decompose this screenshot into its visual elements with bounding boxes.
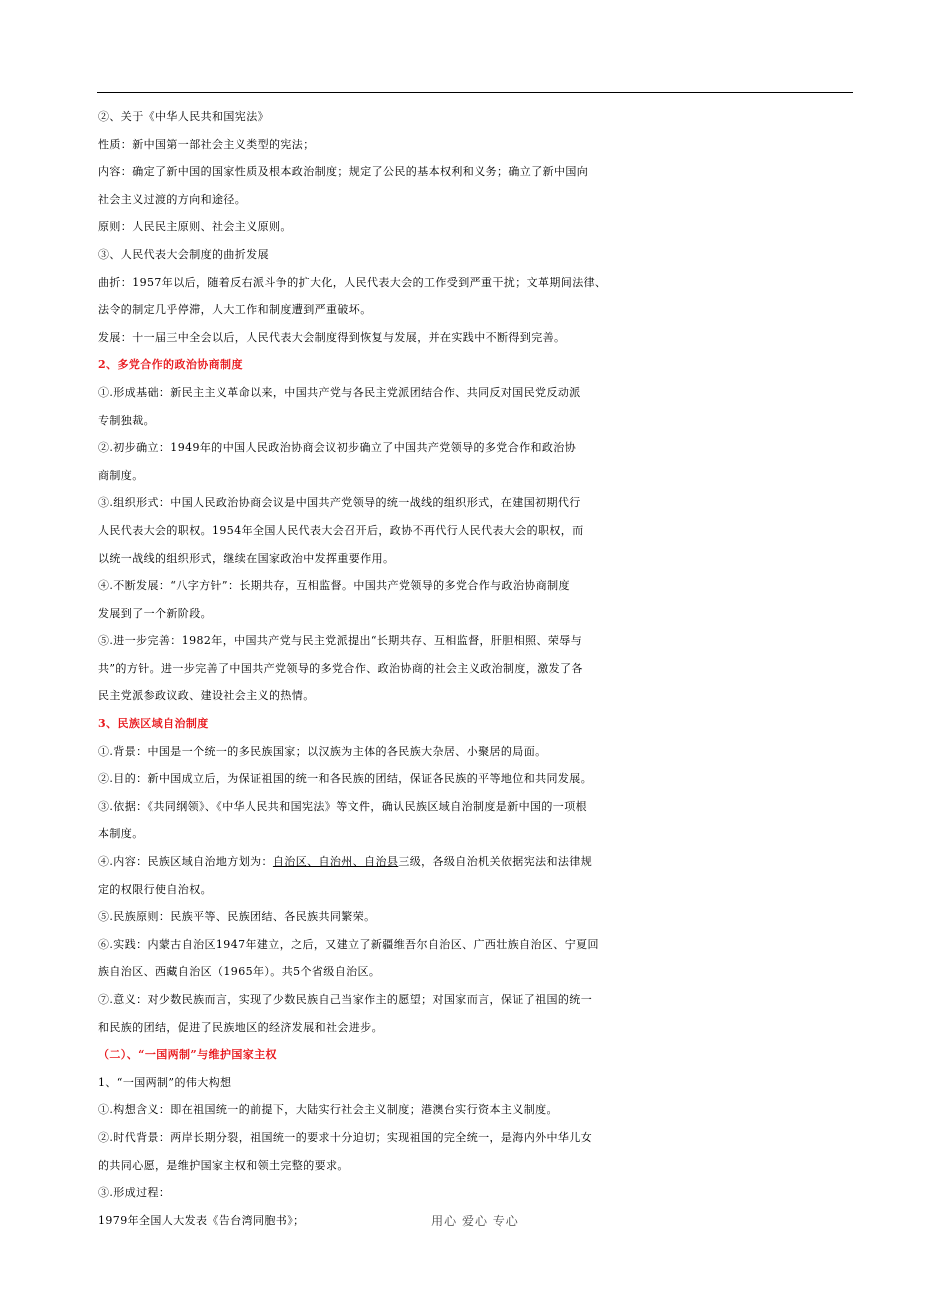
paragraph-line xyxy=(98,848,868,876)
paragraph-line: ①.背景：中国是一个统一的多民族国家；以汉族为主体的各民族大杂居、小聚居的局面。 xyxy=(98,744,547,758)
paragraph-line: 内容：确定了新中国的国家性质及根本政治制度；规定了公民的基本权利和义务；确立了新中国向 xyxy=(98,165,589,179)
page-footer: 用心 爱心 专心 xyxy=(431,1214,519,1228)
paragraph-line: 以统一战线的组织形式，继续在国家政治中发挥重要作用。 xyxy=(98,551,395,565)
underlined-text: 自治区、自治州、自治县 xyxy=(272,855,399,869)
paragraph-line: 1979年全国人大发表《告台湾同胞书》； xyxy=(98,1213,305,1227)
paragraph-line: 1、“一国两制”的伟大构想 xyxy=(98,1075,232,1089)
paragraph-line: 原则：人民民主原则、社会主义原则。 xyxy=(98,220,292,234)
subsection-heading: ③、人民代表大会制度的曲折发展 xyxy=(98,247,269,261)
paragraph-line: 族自治区、西藏自治区（1965年）。共5个省级自治区。 xyxy=(98,965,381,979)
paragraph-line: ⑤.民族原则：民族平等、民族团结、各民族共同繁荣。 xyxy=(98,910,376,924)
paragraph-line: 民主党派参政议政、建设社会主义的热情。 xyxy=(98,689,315,703)
paragraph-line: ⑥.实践：内蒙古自治区1947年建立，之后，又建立了新疆维吾尔自治区、广西壮族自治区、宁夏回 xyxy=(98,937,599,951)
paragraph-line: 发展：十一届三中全会以后，人民代表大会制度得到恢复与发展，并在实践中不断得到完善。 xyxy=(98,330,566,344)
paragraph-line: 本制度。 xyxy=(98,827,144,841)
paragraph-line: 发展到了一个新阶段。 xyxy=(98,606,212,620)
paragraph-line: ⑦.意义：对少数民族而言，实现了少数民族自己当家作主的愿望；对国家而言，保证了祖国的统一 xyxy=(98,993,593,1006)
text-segment: 三级，各级自治机关依据宪法和法律规 xyxy=(398,855,593,869)
paragraph-line: ②.目的：新中国成立后，为保证祖国的统一和各民族的团结，保证各民族的平等地位和共同发展。 xyxy=(98,772,593,786)
section-heading: （二）、“一国两制”与维护国家主权 xyxy=(98,1048,277,1062)
section-heading: 3、民族区域自治制度 xyxy=(98,717,209,731)
paragraph-line: ③.形成过程： xyxy=(98,1186,171,1200)
paragraph-line: ⑤.进一步完善：1982年，中国共产党与民主党派提出“长期共存、互相监督，肝胆相照、荣辱与 xyxy=(98,634,583,648)
paragraph-line: 性质：新中国第一部社会主义类型的宪法； xyxy=(98,137,315,151)
paragraph-line: 商制度。 xyxy=(98,468,144,482)
paragraph-line: 定的权限行使自治权。 xyxy=(98,882,212,896)
paragraph-line: 人民代表大会的职权。1954年全国人民代表大会召开后，政协不再代行人民代表大会的职权，而 xyxy=(98,523,584,537)
paragraph-line: ①.构想含义：即在祖国统一的前提下，大陆实行社会主义制度；港澳台实行资本主义制度。 xyxy=(98,1103,558,1117)
paragraph-line: 曲折：1957年以后，随着反右派斗争的扩大化，人民代表大会的工作受到严重干扰；文革期间法律、 xyxy=(98,275,607,289)
paragraph-line: ②.时代背景：两岸长期分裂，祖国统一的要求十分迫切；实现祖国的完全统一，是海内外中华儿女 xyxy=(98,1130,593,1144)
subsection-heading: ②、关于《中华人民共和国宪法》 xyxy=(98,110,269,123)
paragraph-line: ④.不断发展：“八字方针”：长期共存，互相监督。中国共产党领导的多党合作与政治协商制度 xyxy=(98,579,570,593)
paragraph-line: ①.形成基础：新民主主义革命以来，中国共产党与各民主党派团结合作、共同反对国民党反动派 xyxy=(98,385,581,399)
paragraph-line: 社会主义过渡的方向和途径。 xyxy=(98,192,247,206)
paragraph-line: 和民族的团结，促进了民族地区的经济发展和社会进步。 xyxy=(98,1020,383,1034)
text-segment: ④.内容：民族区域自治地方划为： xyxy=(98,855,273,869)
paragraph-line: 法令的制定几乎停滞，人大工作和制度遭到严重破坏。 xyxy=(98,303,372,317)
paragraph-line: ③.依据：《共同纲领》、《中华人民共和国宪法》等文件，确认民族区域自治制度是新中国的一项根 xyxy=(98,799,587,813)
paragraph-line: ③.组织形式：中国人民政治协商会议是中国共产党领导的统一战线的组织形式，在建国初期代行 xyxy=(98,496,581,510)
paragraph-line: 共”的方针。进一步完善了中国共产党领导的多党合作、政治协商的社会主义政治制度，激发了各 xyxy=(98,661,583,675)
paragraph-line: ②.初步确立：1949年的中国人民政治协商会议初步确立了中国共产党领导的多党合作和政治协 xyxy=(98,441,577,455)
paragraph-line: 的共同心愿，是维护国家主权和领土完整的要求。 xyxy=(98,1158,349,1172)
document-body xyxy=(98,103,868,1234)
paragraph-line: 专制独裁。 xyxy=(98,413,155,427)
header-rule xyxy=(97,92,853,93)
section-heading: 2、多党合作的政治协商制度 xyxy=(98,358,243,372)
